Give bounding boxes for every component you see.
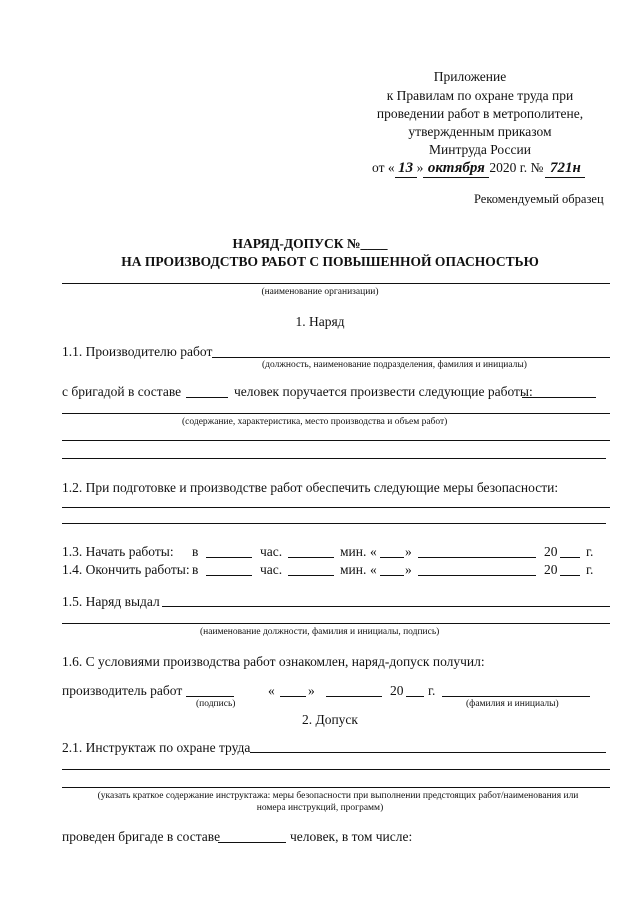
works-line-3[interactable] xyxy=(62,458,606,459)
order-number: 721н xyxy=(545,160,585,178)
held-count-line[interactable] xyxy=(218,842,286,843)
field-1-6-label: 1.6. С условиями производства работ ознакомлен, наряд-допуск получил: xyxy=(62,654,485,669)
end-min-label: мин. xyxy=(340,562,367,577)
instruction-line-2[interactable] xyxy=(62,769,610,770)
date-year: 2020 г. № xyxy=(489,160,544,175)
producer-label: производитель работ xyxy=(62,683,183,698)
works-line-inline[interactable] xyxy=(522,397,596,398)
start-min-line[interactable] xyxy=(288,557,334,558)
end-in: в xyxy=(192,562,199,577)
producer-signature-line[interactable] xyxy=(186,696,234,697)
signature-caption: (подпись) xyxy=(196,699,236,709)
start-quote-close: » xyxy=(405,544,412,559)
field-1-1-label: 1.1. Производителю работ xyxy=(62,344,213,359)
works-caption: (содержание, характеристика, место производства и объем работ) xyxy=(182,417,448,427)
start-hour-line[interactable] xyxy=(206,557,252,558)
producer-year-line[interactable] xyxy=(406,696,424,697)
date-day: 13 xyxy=(395,160,417,178)
date-mid: » xyxy=(416,160,424,175)
start-month-line[interactable] xyxy=(418,557,536,558)
title-line2: НА ПРОИЗВОДСТВО РАБОТ С ПОВЫШЕННОЙ ОПАСНОСТЬЮ xyxy=(121,254,539,269)
producer-g: г. xyxy=(428,683,436,698)
end-quote-open: « xyxy=(370,562,377,577)
recommended-sample: Рекомендуемый образец xyxy=(474,192,604,206)
field-1-2-label: 1.2. При подготовке и производстве работ обеспечить следующие меры безопасности: xyxy=(62,480,559,495)
end-hour-line[interactable] xyxy=(206,575,252,576)
title-line1: НАРЯД-ДОПУСК №____ xyxy=(232,236,388,251)
start-year-line[interactable] xyxy=(560,557,580,558)
end-month-line[interactable] xyxy=(418,575,536,576)
producer-day-line[interactable] xyxy=(280,696,306,697)
brigade-count-line[interactable] xyxy=(186,397,228,398)
producer-quote-open: « xyxy=(268,683,275,698)
field-2-1-label: 2.1. Инструктаж по охране труда xyxy=(62,740,251,755)
date-month: октября xyxy=(423,160,489,178)
instruction-line-3[interactable] xyxy=(62,787,610,788)
appendix-line1: Приложение xyxy=(433,69,507,84)
end-year-line[interactable] xyxy=(560,575,580,576)
appendix-line3: проведении работ в метрополитене, xyxy=(376,106,584,121)
producer-fio-line[interactable] xyxy=(442,696,590,697)
safety-line-2[interactable] xyxy=(62,523,606,524)
field-1-1-line[interactable] xyxy=(212,357,610,358)
start-g: г. xyxy=(586,544,594,559)
org-caption: (наименование организации) xyxy=(261,287,379,297)
instruction-caption-1: (указать краткое содержание инструктажа: меры безопасности при выполнении предстоящих работ/наименования или xyxy=(97,791,579,801)
end-year20: 20 xyxy=(544,562,558,577)
start-quote-open: « xyxy=(370,544,377,559)
held-prefix: проведен бригаде в составе xyxy=(62,829,221,844)
end-quote-close: » xyxy=(405,562,412,577)
end-g: г. xyxy=(586,562,594,577)
date-prefix: от « xyxy=(372,160,395,175)
producer-quote-close: » xyxy=(308,683,315,698)
issued-by-line[interactable] xyxy=(162,606,610,607)
issued-by-line-2[interactable] xyxy=(62,623,610,624)
section1-heading: 1. Наряд xyxy=(295,314,345,329)
start-in: в xyxy=(192,544,199,559)
instruction-caption-2: номера инструкций, программ) xyxy=(256,803,384,813)
appendix-line4: утвержденным приказом xyxy=(408,124,552,139)
field-1-3-label: 1.3. Начать работы: xyxy=(62,544,174,559)
field-1-4-label: 1.4. Окончить работы: xyxy=(62,562,190,577)
fio-caption: (фамилия и инициалы) xyxy=(466,699,559,709)
safety-line-1[interactable] xyxy=(62,507,610,508)
start-year20: 20 xyxy=(544,544,558,559)
org-line[interactable] xyxy=(62,283,610,284)
works-line-2[interactable] xyxy=(62,440,610,441)
end-min-line[interactable] xyxy=(288,575,334,576)
appendix-date xyxy=(372,160,585,178)
works-line-1[interactable] xyxy=(62,413,610,414)
held-suffix: человек, в том числе: xyxy=(290,829,413,844)
end-day-line[interactable] xyxy=(380,575,404,576)
field-1-5-caption: (наименование должности, фамилия и инициалы, подпись) xyxy=(200,627,440,637)
field-1-5-label: 1.5. Наряд выдал xyxy=(62,594,160,609)
instruction-line-1[interactable] xyxy=(250,752,606,753)
brigade-suffix: человек поручается произвести следующие работы: xyxy=(234,384,533,399)
start-hour-label: час. xyxy=(260,544,283,559)
producer-month-line[interactable] xyxy=(326,696,382,697)
start-min-label: мин. xyxy=(340,544,367,559)
end-hour-label: час. xyxy=(260,562,283,577)
appendix-line2: к Правилам по охране труда при xyxy=(386,88,574,103)
start-day-line[interactable] xyxy=(380,557,404,558)
producer-year20: 20 xyxy=(390,683,404,698)
brigade-prefix: с бригадой в составе xyxy=(62,384,182,399)
section2-heading: 2. Допуск xyxy=(302,712,358,727)
field-1-1-caption: (должность, наименование подразделения, фамилия и инициалы) xyxy=(262,360,527,370)
appendix-line5: Минтруда России xyxy=(429,142,531,157)
